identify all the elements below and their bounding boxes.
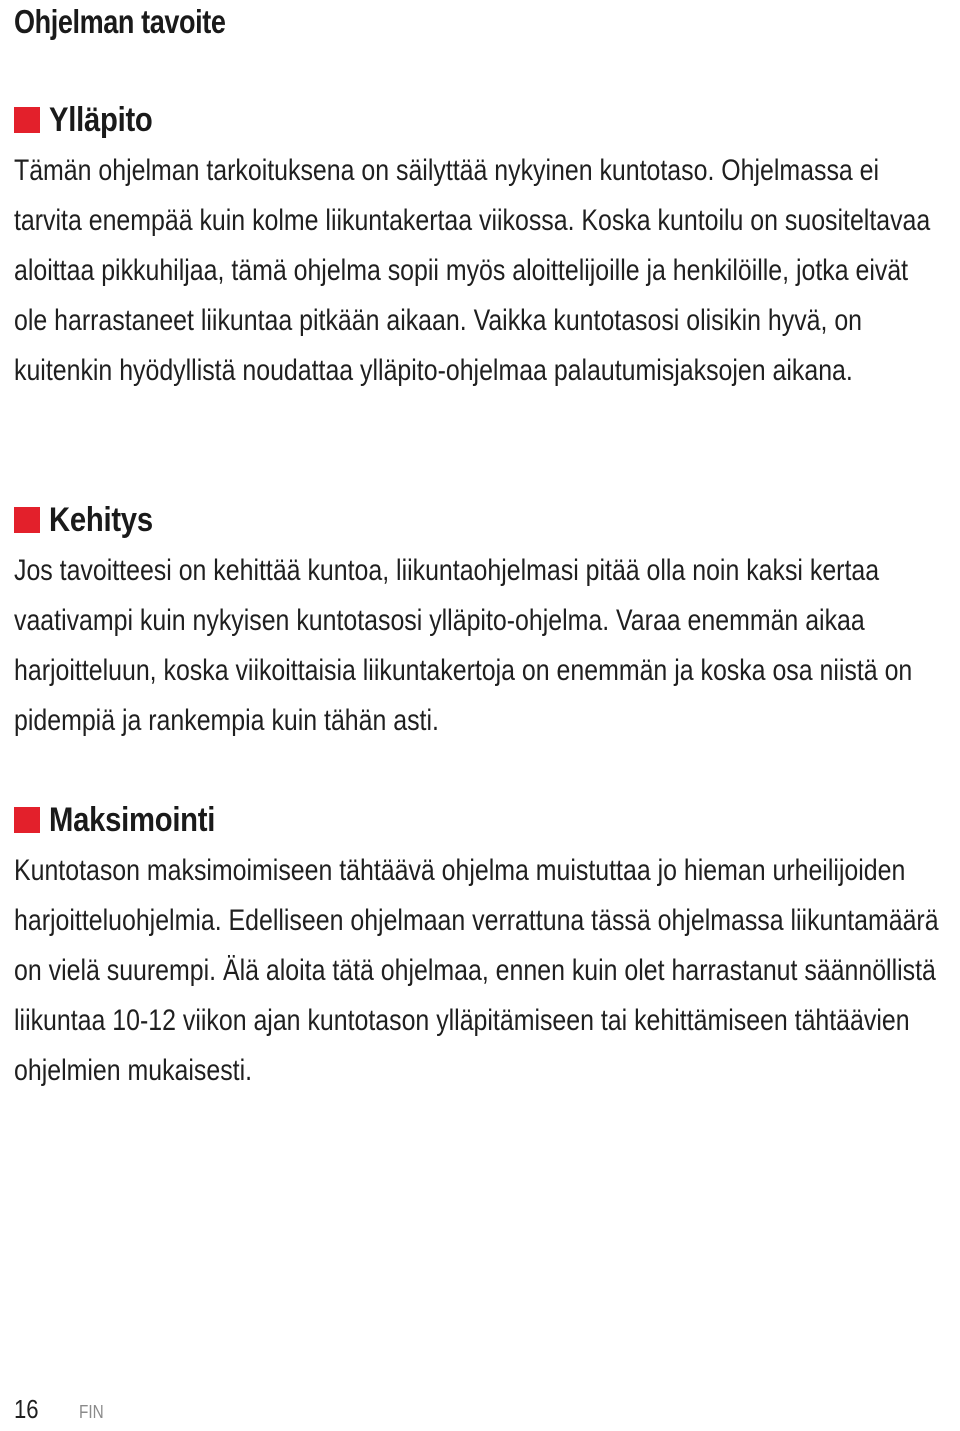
section-heading-row [14,500,946,540]
red-square-bullet-icon [14,107,40,133]
section-kehitys [14,500,946,746]
section-heading-row [14,100,946,140]
section-body-text: Jos tavoitteesi on kehittää kuntoa, liikuntaohjelmasi pitää olla noin kaksi kertaa vaativampi kuin nykyisen kuntotasosi ylläpito-ohjelma. Varaa enemmän aikaa harjoitteluun, koska viikoittaisia liikuntakertoja on enemmän ja koska osa niistä on pidempiä ja rankempia kuin tähän asti. [14,554,913,737]
section-heading: Maksimointi [49,801,216,839]
language-code: FIN [78,1402,104,1422]
page-number: 16 [14,1394,39,1424]
section-heading: Ylläpito [49,101,153,139]
section-heading-row [14,800,946,840]
section-body-text: Kuntotason maksimoimiseen tähtäävä ohjelma muistuttaa jo hieman urheilijoiden harjoitteluohjelmia. Edelliseen ohjelmaan verrattuna tässä ohjelmassa liikuntamäärä on vielä suurempi. Älä aloita tätä ohjelmaa, ennen kuin olet harrastanut säännöllistä liikuntaa 10-12 viikon ajan kuntotason ylläpitämiseen tai kehittämiseen tähtäävien ohjelmien mukaisesti. [14,854,939,1087]
red-square-bullet-icon [14,807,40,833]
page-footer [14,1394,108,1425]
red-square-bullet-icon [14,507,40,533]
section-body-text: Tämän ohjelman tarkoituksena on säilyttää nykyinen kuntotaso. Ohjelmassa ei tarvita enempää kuin kolme liikuntakertaa viikossa. Koska kuntoilu on suositeltavaa aloittaa pikkuhiljaa, tämä ohjelma sopii myös aloittelijoille ja henkilöille, jotka eivät ole harrastaneet liikuntaa pitkään aikaan. Vaikka kuntotasosi olisikin hyvä, on kuitenkin hyödyllistä noudattaa ylläpito-ohjelmaa palautumisjaksojen aikana. [14,154,931,387]
section-maksimointi [14,800,946,1096]
section-heading: Kehitys [49,501,153,539]
section-yllapito [14,100,946,396]
page-title: Ohjelman tavoite [14,3,226,40]
